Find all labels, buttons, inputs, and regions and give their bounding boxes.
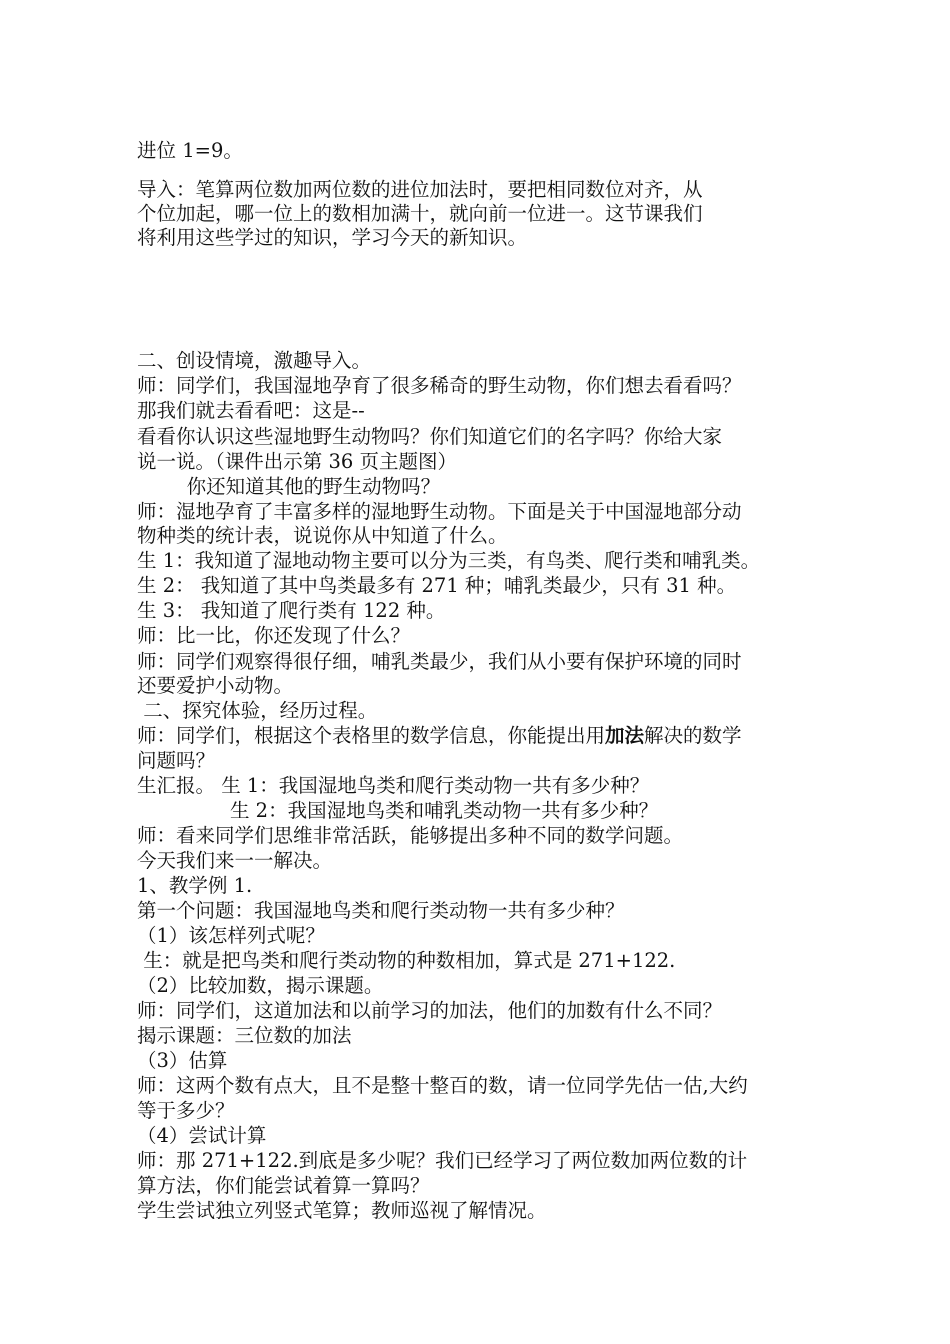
section-heading: 二、探究体验，经历过程。: [137, 699, 378, 722]
text-line: 问题吗？: [137, 749, 216, 772]
text-line: 师：那 271+122.到底是多少呢？我们已经学习了两位数加两位数的计: [137, 1149, 748, 1172]
text-line: 等于多少？: [137, 1099, 235, 1122]
text-line: 揭示课题：三位数的加法: [137, 1024, 352, 1047]
text-line: 师：这两个数有点大，且不是整十整百的数，请一位同学先估一估,大约: [137, 1074, 748, 1097]
question-text-before: 师：同学们，根据这个表格里的数学信息，你能提出用: [137, 724, 606, 747]
text-line: 生 2：我国湿地鸟类和哺乳类动物一共有多少种？: [137, 799, 659, 822]
text-line: 生汇报。 生 1：我国湿地鸟类和爬行类动物一共有多少种？: [137, 774, 650, 797]
text-line: 今天我们来一一解决。: [137, 849, 333, 872]
text-line: 还要爱护小动物。: [137, 674, 294, 697]
text-line: 师：湿地孕育了丰富多样的湿地野生动物。下面是关于中国湿地部分动: [137, 500, 742, 523]
text-line: 师：同学们，这道加法和以前学习的加法，他们的加数有什么不同？: [137, 999, 723, 1022]
lead-in-line: 个位加起，哪一位上的数相加满十，就向前一位进一。这节课我们: [137, 202, 703, 225]
text-line: （3）估算: [137, 1049, 228, 1072]
lead-in-line: 导入：笔算两位数加两位数的进位加法时，要把相同数位对齐，从: [137, 178, 703, 201]
text-line: 物种类的统计表，说说你从中知道了什么。: [137, 524, 508, 547]
question-text-after: 解决的数学: [644, 724, 742, 747]
text-line: 师：同学们观察得很仔细，哺乳类最少，我们从小要有保护环境的同时: [137, 650, 742, 673]
text-line: （4）尝试计算: [137, 1124, 267, 1147]
question-line: [137, 724, 827, 748]
text-line: 师：看来同学们思维非常活跃，能够提出多种不同的数学问题。: [137, 824, 684, 847]
text-line: 学生尝试独立列竖式笔算；教师巡视了解情况。: [137, 1199, 547, 1222]
section-heading: 二、创设情境，激趣导入。: [137, 349, 372, 372]
text-line: 师：比一比，你还发现了什么？: [137, 624, 411, 647]
text-line: （2）比较加数，揭示课题。: [137, 974, 384, 997]
lead-in-line: 将利用这些学过的知识，学习今天的新知识。: [137, 226, 528, 249]
text-line: 生 3： 我知道了爬行类有 122 种。: [137, 599, 446, 622]
example-heading: 1、教学例 1.: [137, 874, 253, 897]
text-line: 说一说。（课件出示第 36 页主题图）: [137, 450, 457, 473]
text-line: 算方法，你们能尝试着算一算吗？: [137, 1174, 430, 1197]
text-line: 看看你认识这些湿地野生动物吗？你们知道它们的名字吗？你给大家: [137, 425, 723, 448]
text-line: 师：同学们，我国湿地孕育了很多稀奇的野生动物，你们想去看看吗？: [137, 374, 742, 397]
text-line: 第一个问题：我国湿地鸟类和爬行类动物一共有多少种？: [137, 899, 625, 922]
question-bold-term: 加法: [605, 724, 645, 747]
carry-line: 进位 1=9。: [137, 139, 243, 162]
text-line: 生 2： 我知道了其中鸟类最多有 271 种；哺乳类最少，只有 31 种。: [137, 574, 737, 597]
text-line: 那我们就去看看吧：这是--: [137, 399, 365, 422]
text-line: 生：就是把鸟类和爬行类动物的种数相加，算式是 271+122.: [137, 949, 676, 972]
text-line: 你还知道其他的野生动物吗？: [137, 475, 441, 498]
text-line: 生 1：我知道了湿地动物主要可以分为三类，有鸟类、爬行类和哺乳类。: [137, 549, 761, 572]
text-line: （1）该怎样列式呢？: [137, 924, 325, 947]
